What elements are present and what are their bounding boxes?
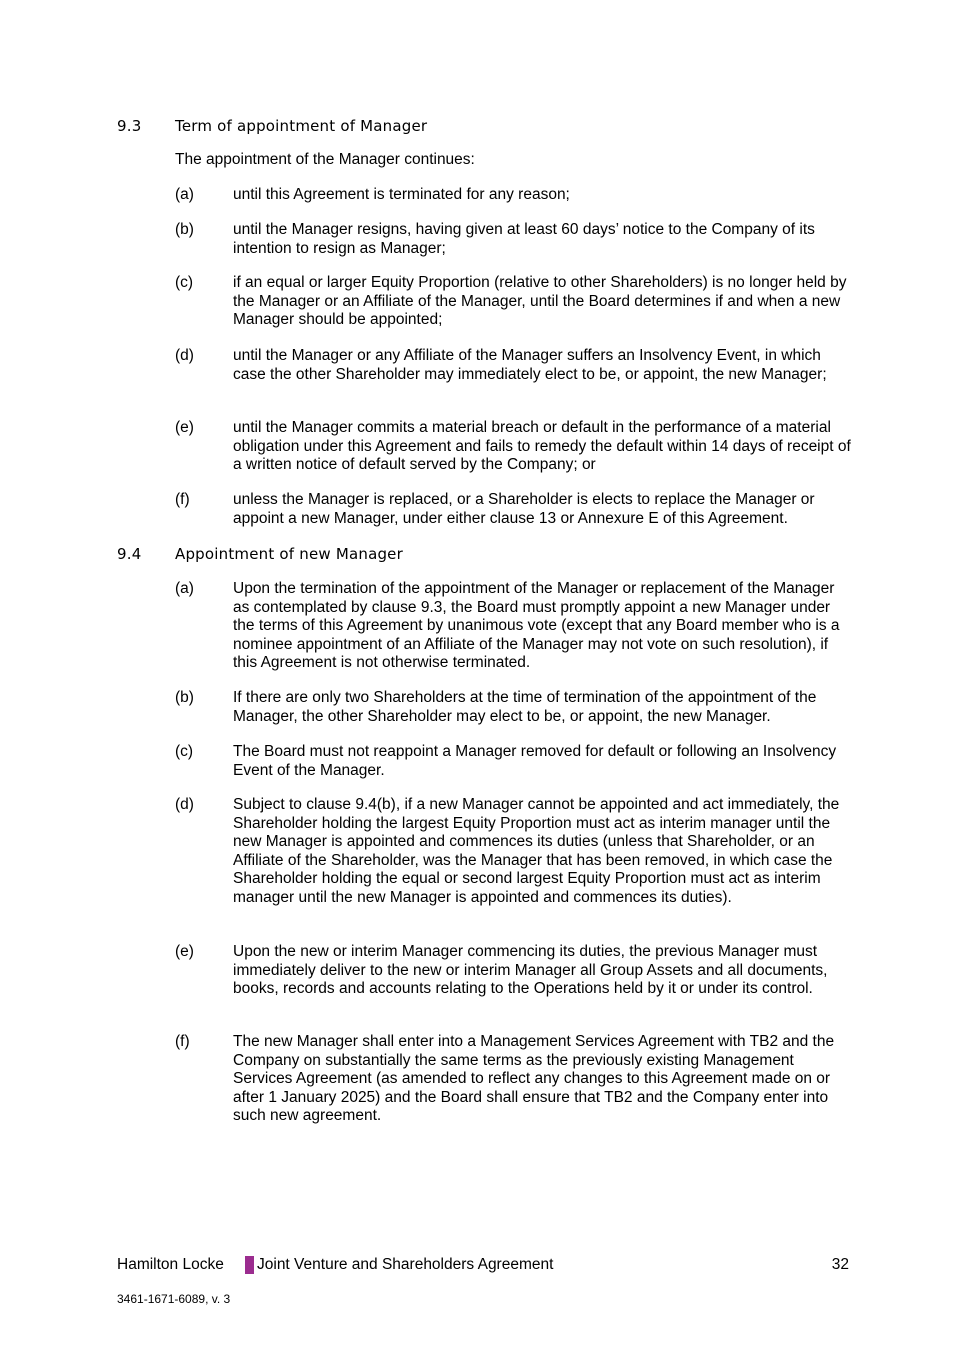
list-item <box>175 796 855 908</box>
page-number: 32 <box>831 1256 849 1273</box>
item-label: (c) <box>175 743 194 760</box>
item-text: until this Agreement is terminated for any reason; <box>233 186 570 203</box>
item-label: (b) <box>175 221 194 238</box>
item-label: (e) <box>175 419 194 436</box>
item-label: (b) <box>175 689 194 706</box>
section-heading-9-3 <box>117 117 427 135</box>
item-text: Subject to clause 9.4(b), if a new Manager cannot be appointed and act immediately, the Shareholder holding the largest Equity Proportion must act as interim manager until the new Manager is appointed and commences its duties (unless that Shareholder, or an Affiliate of the Shareholder, was the Manager that has been removed, in which case the Shareholder holding the equal or second largest Equity Proportion must act as interim manager until the new Manager is appointed and commences its duties). <box>233 796 840 906</box>
document-reference: 3461-1671-6089, v. 3 <box>117 1292 231 1306</box>
item-label: (d) <box>175 347 194 364</box>
list-item <box>175 580 855 673</box>
item-label: (c) <box>175 274 194 291</box>
item-label: (a) <box>175 580 194 597</box>
list-item <box>175 491 855 528</box>
item-label: (e) <box>175 943 194 960</box>
item-text: The Board must not reappoint a Manager removed for default or following an Insolvency Event of the Manager. <box>233 743 837 779</box>
list-item <box>175 221 855 258</box>
item-text: The new Manager shall enter into a Management Services Agreement with TB2 and the Company on substantially the same terms as the previously existing Management Services Agreement (as amended to reflect any changes to this Agreement made on or after 1 January 2025) and the Board shall ensure that TB2 and the Company enter into such new agreement. <box>233 1033 835 1125</box>
item-text: If there are only two Shareholders at the time of termination of the appointment of the Manager, the other Shareholder may elect to be, or appoint, the new Manager. <box>233 689 817 725</box>
footer-brand-bar <box>245 1256 254 1274</box>
item-text: until the Manager commits a material breach or default in the performance of a material obligation under this Agreement and fails to remedy the default within 14 days of receipt of a written notice of default served by the Company; or <box>233 419 851 474</box>
list-item <box>175 347 855 384</box>
item-label: (a) <box>175 186 194 203</box>
page-footer <box>117 1255 852 1275</box>
item-label: (f) <box>175 491 190 508</box>
item-text: if an equal or larger Equity Proportion (relative to other Shareholders) is no longer held by the Manager or an Affiliate of the Manager, until the Board determines if and when a new Manager should be appointed; <box>233 274 847 329</box>
section-number: 9.4 <box>117 545 142 563</box>
list-item <box>175 274 855 330</box>
section-title: Appointment of new Manager <box>175 545 403 563</box>
section-number: 9.3 <box>117 117 142 135</box>
list-item <box>175 689 855 726</box>
section-title: Term of appointment of Manager <box>175 117 428 135</box>
section-heading-9-4 <box>117 545 403 563</box>
footer-firm-name: Hamilton Locke <box>117 1256 224 1273</box>
item-text: until the Manager or any Affiliate of the Manager suffers an Insolvency Event, in which case the other Shareholder may immediately elect to be, or appoint, the new Manager; <box>233 347 827 383</box>
list-item <box>175 743 855 780</box>
section-intro: The appointment of the Manager continues: <box>175 151 475 168</box>
item-text: Upon the termination of the appointment of the Manager or replacement of the Manager as contemplated by clause 9.3, the Board must promptly appoint a new Manager under the terms of this Agreement by unanimous vote (except that any Board member who is a nominee appointment of an Affiliate of the Manager may not vote on such resolution), if this Agreement is not otherwise terminated. <box>233 580 840 672</box>
list-item <box>175 943 855 999</box>
list-item <box>175 419 855 475</box>
list-item <box>175 1033 855 1126</box>
footer-document-title: Joint Venture and Shareholders Agreement <box>257 1256 554 1273</box>
item-label: (d) <box>175 796 194 813</box>
item-text: Upon the new or interim Manager commencing its duties, the previous Manager must immediately deliver to the new or interim Manager all Group Assets and all documents, books, records and accounts relating to the Operations held by it or under its control. <box>233 943 828 998</box>
item-label: (f) <box>175 1033 190 1050</box>
item-text: until the Manager resigns, having given at least 60 days’ notice to the Company of its intention to resign as Manager; <box>233 221 815 257</box>
list-item <box>175 186 855 205</box>
item-text: unless the Manager is replaced, or a Shareholder is elects to replace the Manager or appoint a new Manager, under either clause 13 or Annexure E of this Agreement. <box>233 491 815 527</box>
